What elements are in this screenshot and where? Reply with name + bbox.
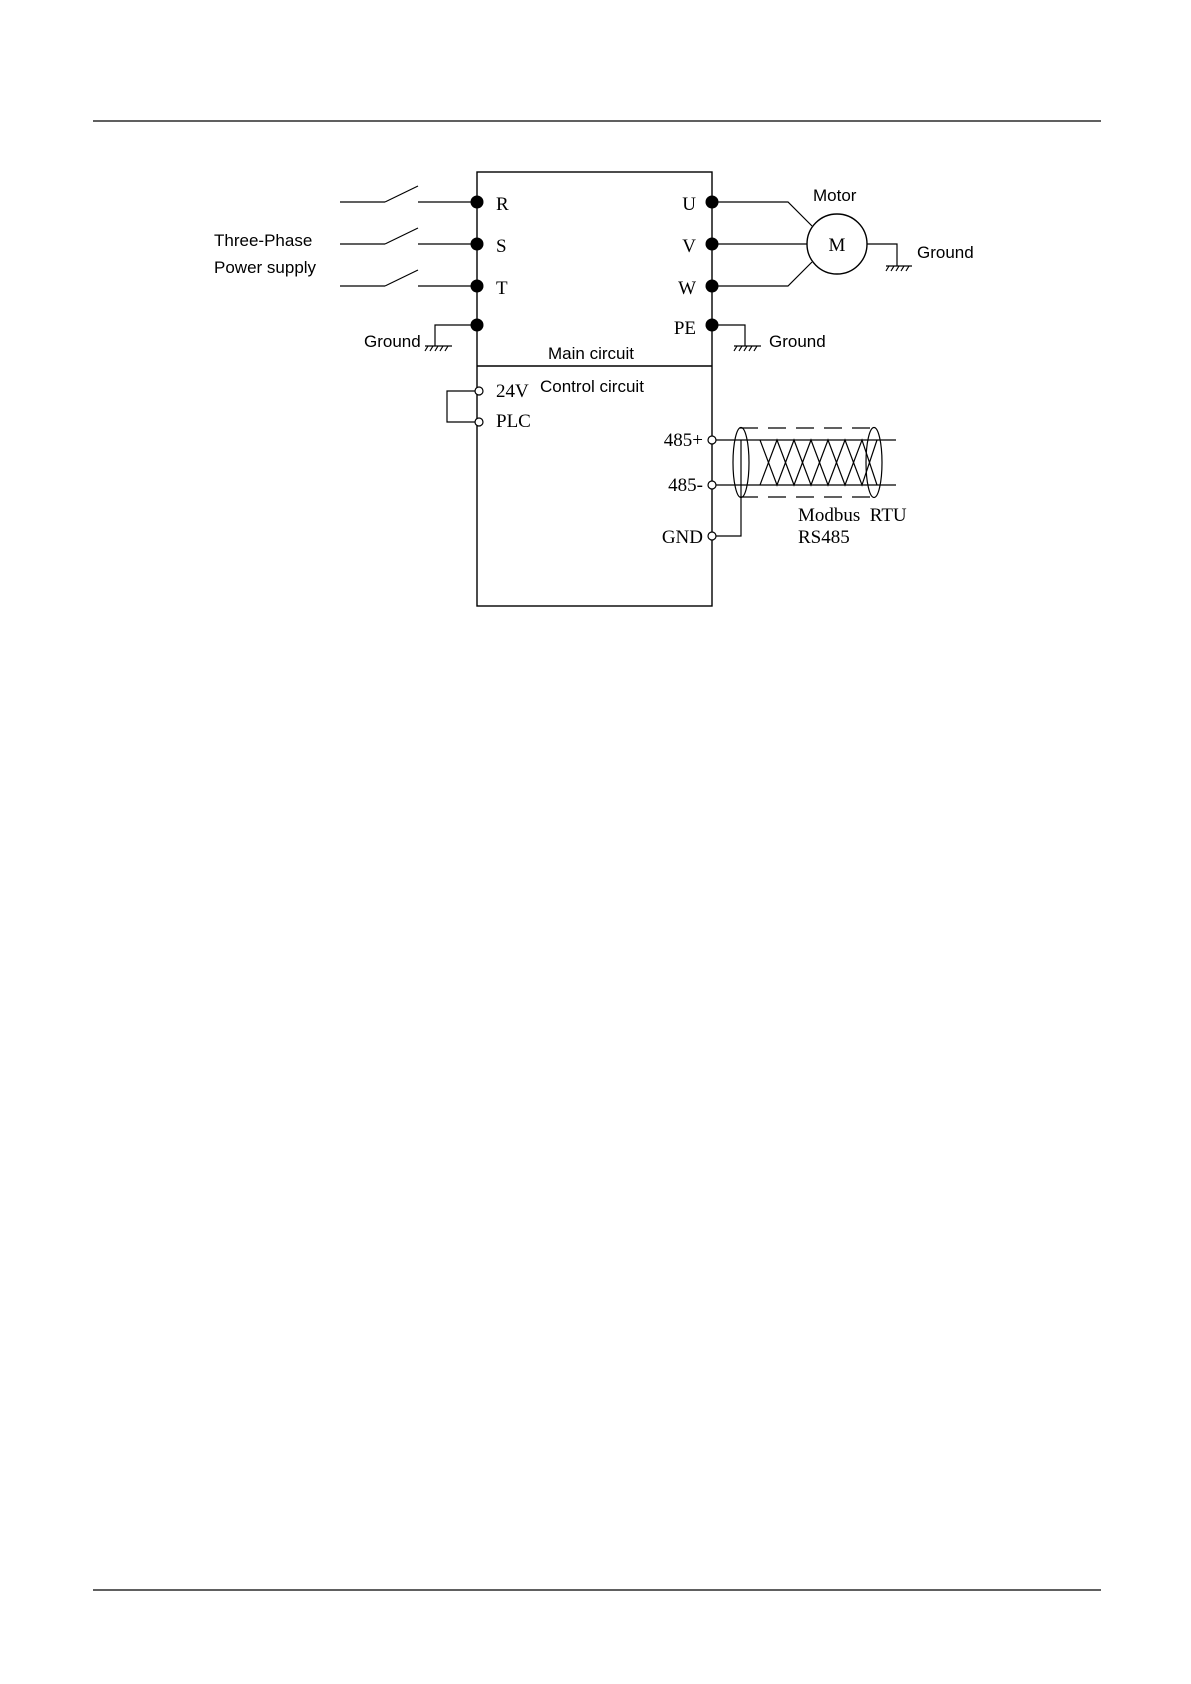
- ground-symbol-pe: [712, 325, 761, 351]
- jumper-24v-plc: [447, 391, 477, 422]
- terminal-24v-ring: [475, 387, 483, 395]
- terminal-pe-label: PE: [673, 318, 696, 339]
- terminal-plc-ring: [475, 418, 483, 426]
- supply-switch-s: [340, 228, 477, 244]
- motor-wires: [712, 202, 812, 286]
- comm-label-line1: Modbus RTU: [798, 505, 907, 526]
- ground-left-label: Ground: [364, 332, 421, 351]
- terminal-plc-label: PLC: [496, 411, 531, 432]
- terminal-gnd-label: GND: [661, 527, 703, 548]
- supply-switch-t: [340, 270, 477, 286]
- terminal-485plus-label: 485+: [663, 430, 703, 451]
- terminal-t-dot: [471, 280, 484, 293]
- terminal-485minus-label: 485-: [668, 475, 703, 496]
- comm-label-line2: RS485: [798, 527, 850, 548]
- ground-pe-label: Ground: [769, 332, 826, 351]
- terminal-r-dot: [471, 196, 484, 209]
- terminal-w-label: W: [678, 278, 696, 299]
- motor-label: Motor: [813, 186, 857, 205]
- supply-switch-r: [340, 186, 477, 202]
- power-supply-label-line2: Power supply: [214, 258, 317, 277]
- main-circuit-label: Main circuit: [548, 344, 634, 363]
- terminal-v-label: V: [682, 236, 696, 257]
- control-circuit-label: Control circuit: [540, 377, 644, 396]
- motor-symbol-label: M: [828, 235, 846, 256]
- terminal-24v-label: 24V: [496, 381, 529, 402]
- ground-motor-label: Ground: [917, 243, 974, 262]
- ground-symbol-left: [425, 325, 477, 351]
- terminal-s-dot: [471, 238, 484, 251]
- terminal-s-label: S: [496, 236, 507, 257]
- terminal-gnd-ring: [708, 532, 716, 540]
- terminal-485minus-ring: [708, 481, 716, 489]
- terminal-t-label: T: [496, 278, 508, 299]
- terminal-r-label: R: [496, 194, 509, 215]
- terminal-u-label: U: [682, 194, 696, 215]
- ground-symbol-motor: [867, 244, 912, 271]
- power-supply-label-line1: Three-Phase: [214, 231, 313, 250]
- terminal-485plus-ring: [708, 436, 716, 444]
